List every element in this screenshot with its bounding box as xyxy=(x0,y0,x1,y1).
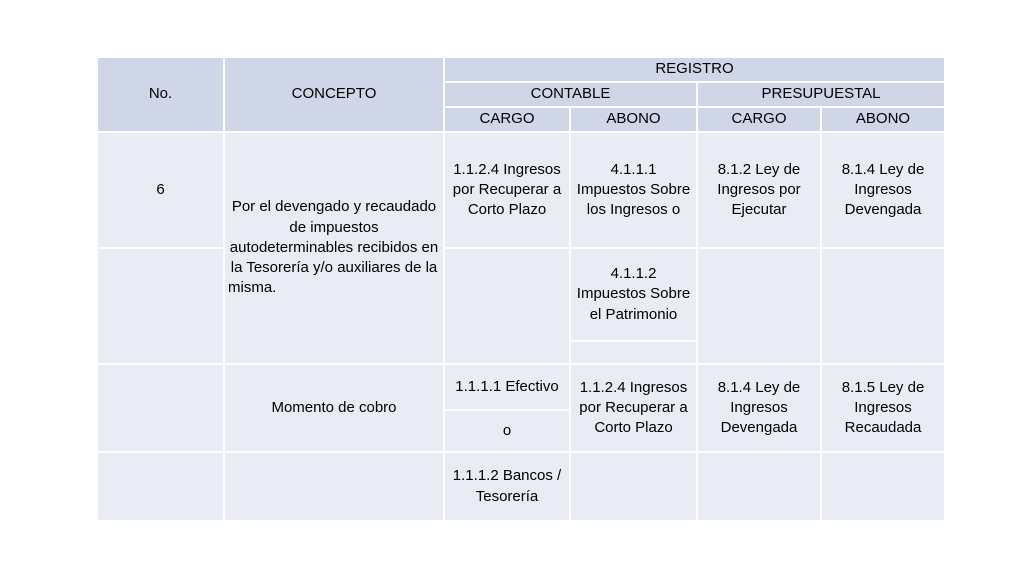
concept-devengado-recaudado: Por el devengado y recaudado de impuestos autodeterminables recibidos en la Tesorería y/o auxiliares de la misma. xyxy=(224,132,444,364)
r1-presupuestal-cargo: 8.1.2 Ley de Ingresos por Ejecutar xyxy=(697,132,821,248)
header-registro: REGISTRO xyxy=(444,57,945,82)
r3-no-empty xyxy=(97,364,224,452)
entry-number: 6 xyxy=(97,132,224,248)
r2-no-empty xyxy=(97,248,224,364)
r4-concept-empty xyxy=(224,452,444,521)
r2-presupuestal-cargo-empty xyxy=(697,248,821,364)
r2-presupuestal-abono-empty xyxy=(821,248,945,364)
r3-connector: o xyxy=(444,410,570,452)
header-contable-abono: ABONO xyxy=(570,107,697,132)
r1-contable-abono: 4.1.1.1 Impuestos Sobre los Ingresos o xyxy=(570,132,697,248)
header-no: No. xyxy=(97,57,224,132)
r2b-contable-abono-empty xyxy=(570,341,697,364)
concept-momento-cobro: Momento de cobro xyxy=(224,364,444,452)
header-contable-cargo: CARGO xyxy=(444,107,570,132)
header-contable: CONTABLE xyxy=(444,82,697,107)
r2-contable-abono: 4.1.1.2 Impuestos Sobre el Patrimonio xyxy=(570,248,697,341)
r3-presupuestal-abono: 8.1.5 Ley de Ingresos Recaudada xyxy=(821,364,945,452)
header-presupuestal: PRESUPUESTAL xyxy=(697,82,945,107)
header-presupuestal-abono: ABONO xyxy=(821,107,945,132)
r3-contable-abono: 1.1.2.4 Ingresos por Recuperar a Corto Plazo xyxy=(570,364,697,452)
r4-no-empty xyxy=(97,452,224,521)
r2-contable-cargo-empty xyxy=(444,248,570,364)
r4-presupuestal-cargo-empty xyxy=(697,452,821,521)
header-concepto: CONCEPTO xyxy=(224,57,444,132)
header-presupuestal-cargo: CARGO xyxy=(697,107,821,132)
r1-contable-cargo: 1.1.2.4 Ingresos por Recuperar a Corto Plazo xyxy=(444,132,570,248)
r1-presupuestal-abono: 8.1.4 Ley de Ingresos Devengada xyxy=(821,132,945,248)
r4-presupuestal-abono-empty xyxy=(821,452,945,521)
r4-contable-abono-empty xyxy=(570,452,697,521)
r3-presupuestal-cargo: 8.1.4 Ley de Ingresos Devengada xyxy=(697,364,821,452)
r3-contable-cargo: 1.1.1.1 Efectivo xyxy=(444,364,570,410)
accounting-table xyxy=(96,56,946,522)
r4-contable-cargo: 1.1.1.2 Bancos / Tesorería xyxy=(444,452,570,521)
